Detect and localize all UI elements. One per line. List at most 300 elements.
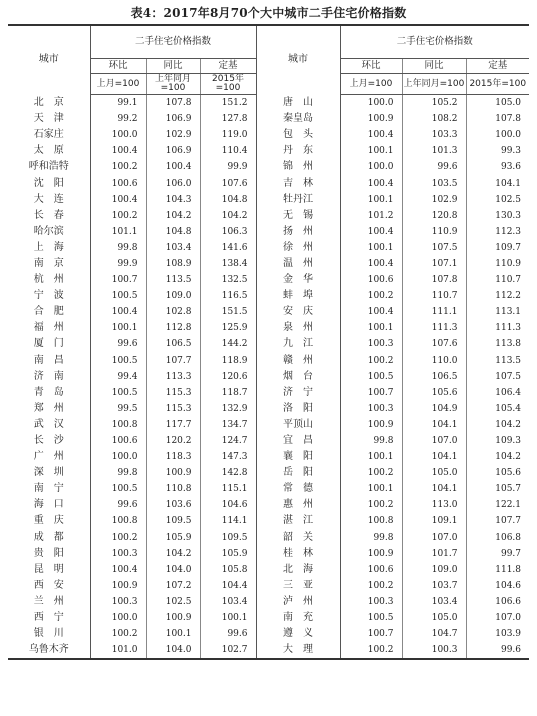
- city-name: 福 州: [33, 322, 64, 334]
- city-name: 泉 州: [256, 320, 340, 336]
- base-value: 105.6: [466, 465, 529, 481]
- city-name: 长 春: [33, 209, 64, 221]
- base-value: 127.8: [200, 111, 256, 127]
- mom-value: 100.5: [90, 385, 146, 401]
- city-name: 海 口: [33, 499, 64, 511]
- table-row: [8, 513, 529, 529]
- mom-value: 100.7: [340, 626, 402, 642]
- base-value: 109.7: [466, 240, 529, 256]
- mom-value: 100.9: [90, 578, 146, 594]
- base-value: 114.1: [200, 513, 256, 529]
- table-row: [8, 546, 529, 562]
- mom-value: 100.5: [90, 353, 146, 369]
- city-name: 秦皇岛: [256, 111, 340, 127]
- yoy-value: 107.1: [402, 256, 466, 272]
- yoy-value: 104.2: [146, 546, 200, 562]
- city-name: 温 州: [256, 256, 340, 272]
- base-value: 107.0: [466, 610, 529, 626]
- base-value: 109.5: [200, 530, 256, 546]
- city-name: 金 华: [256, 272, 340, 288]
- city-name: 洛 阳: [256, 401, 340, 417]
- base-value: 141.6: [200, 240, 256, 256]
- city-name: 昆 明: [33, 563, 64, 575]
- base-value: 105.9: [200, 546, 256, 562]
- table-row: [8, 192, 529, 208]
- yoy-value: 115.3: [146, 385, 200, 401]
- yoy-value: 108.9: [146, 256, 200, 272]
- city-name: 太 原: [33, 145, 64, 157]
- base-value: 99.6: [466, 642, 529, 659]
- yoy-value: 101.3: [402, 143, 466, 159]
- base-value: 138.4: [200, 256, 256, 272]
- city-name: 惠 州: [256, 497, 340, 513]
- city-name: 烟 台: [256, 369, 340, 385]
- city-name: 岳 阳: [256, 465, 340, 481]
- yoy-value: 108.2: [402, 111, 466, 127]
- yoy-value: 103.3: [402, 127, 466, 143]
- mom-value: 101.0: [90, 642, 146, 659]
- yoy-value: 105.6: [402, 385, 466, 401]
- yoy-value: 102.9: [146, 127, 200, 143]
- city-name: 吉 林: [256, 175, 340, 191]
- city-name: 三 亚: [256, 578, 340, 594]
- city-name: 青 岛: [33, 386, 64, 398]
- base-value: 116.5: [200, 288, 256, 304]
- city-name: 锦 州: [256, 159, 340, 175]
- yoy-value: 110.7: [402, 288, 466, 304]
- col-yoy-right: 同比: [402, 59, 466, 74]
- yoy-value: 101.7: [402, 546, 466, 562]
- col-mom-left: 环比: [90, 59, 146, 74]
- yoy-value: 111.1: [402, 304, 466, 320]
- base-value: 93.6: [466, 159, 529, 175]
- base-value: 132.5: [200, 272, 256, 288]
- base-value: 104.8: [200, 192, 256, 208]
- yoy-value: 102.5: [146, 594, 200, 610]
- city-name: 西 安: [33, 579, 64, 591]
- yoy-value: 107.7: [146, 353, 200, 369]
- yoy-value: 113.3: [146, 369, 200, 385]
- base-value: 125.9: [200, 320, 256, 336]
- city-name: 广 州: [33, 451, 64, 463]
- base-value: 107.7: [466, 513, 529, 529]
- yoy-value: 100.3: [402, 642, 466, 659]
- table-row: [8, 449, 529, 465]
- mom-value: 100.2: [90, 626, 146, 642]
- mom-value: 100.2: [340, 288, 402, 304]
- base-value: 110.9: [466, 256, 529, 272]
- table-row: [8, 530, 529, 546]
- yoy-value: 109.0: [402, 562, 466, 578]
- mom-value: 100.3: [90, 594, 146, 610]
- mom-value: 100.4: [340, 224, 402, 240]
- yoy-value: 110.0: [402, 353, 466, 369]
- table-row: [8, 288, 529, 304]
- base-value: 107.5: [466, 369, 529, 385]
- yoy-value: 118.3: [146, 449, 200, 465]
- yoy-value: 109.1: [402, 513, 466, 529]
- mom-value: 100.0: [90, 127, 146, 143]
- yoy-value: 103.7: [402, 578, 466, 594]
- base-value: 144.2: [200, 336, 256, 352]
- city-name: 襄 阳: [256, 449, 340, 465]
- base-value: 104.6: [200, 497, 256, 513]
- city-name: 郑 州: [33, 402, 64, 414]
- yoy-value: 104.1: [402, 449, 466, 465]
- mom-value: 99.1: [90, 95, 146, 112]
- city-name: 西 宁: [33, 612, 64, 624]
- yoy-value: 104.9: [402, 401, 466, 417]
- col-base-left: 定基: [200, 59, 256, 74]
- table-row: [8, 642, 529, 659]
- city-name: 合 肥: [33, 306, 64, 318]
- city-name: 南 宁: [33, 483, 64, 495]
- mom-value: 100.2: [340, 353, 402, 369]
- yoy-value: 102.9: [402, 192, 466, 208]
- table-row: [8, 433, 529, 449]
- table-row: [8, 578, 529, 594]
- table-row: [8, 175, 529, 191]
- base-value: 106.6: [466, 594, 529, 610]
- yoy-value: 110.8: [146, 481, 200, 497]
- table-row: [8, 159, 529, 175]
- mom-value: 100.6: [340, 562, 402, 578]
- table-row: [8, 353, 529, 369]
- yoy-value: 102.8: [146, 304, 200, 320]
- city-name: 赣 州: [256, 353, 340, 369]
- mom-value: 100.0: [90, 449, 146, 465]
- base-value: 99.6: [200, 626, 256, 642]
- sub-mom-left: 上月=100: [90, 74, 146, 95]
- city-name: 扬 州: [256, 224, 340, 240]
- yoy-value: 99.6: [402, 159, 466, 175]
- mom-value: 100.1: [340, 320, 402, 336]
- sub-base-left: 2015年=100: [200, 74, 256, 95]
- base-value: 147.3: [200, 449, 256, 465]
- base-value: 105.0: [466, 95, 529, 112]
- mom-value: 100.6: [90, 433, 146, 449]
- yoy-value: 104.7: [402, 626, 466, 642]
- mom-value: 100.4: [340, 304, 402, 320]
- city-name: 上 海: [33, 241, 64, 253]
- mom-value: 100.7: [340, 385, 402, 401]
- city-name: 唐 山: [256, 95, 340, 112]
- mom-value: 101.1: [90, 224, 146, 240]
- table-row: [8, 610, 529, 626]
- yoy-value: 104.0: [146, 562, 200, 578]
- table-row: [8, 304, 529, 320]
- city-name: 无 锡: [256, 208, 340, 224]
- mom-value: 100.2: [90, 208, 146, 224]
- city-name: 武 汉: [33, 418, 64, 430]
- base-value: 151.2: [200, 95, 256, 112]
- base-value: 106.4: [466, 385, 529, 401]
- city-name: 大 连: [33, 193, 64, 205]
- base-value: 104.6: [466, 578, 529, 594]
- sub-base-right: 2015年=100: [466, 74, 529, 95]
- yoy-value: 105.2: [402, 95, 466, 112]
- base-value: 109.3: [466, 433, 529, 449]
- table-row: [8, 95, 529, 112]
- base-value: 102.5: [466, 192, 529, 208]
- city-name: 贵 阳: [33, 547, 64, 559]
- mom-value: 99.8: [90, 240, 146, 256]
- base-value: 110.4: [200, 143, 256, 159]
- yoy-value: 120.2: [146, 433, 200, 449]
- base-value: 107.8: [466, 111, 529, 127]
- base-value: 112.3: [466, 224, 529, 240]
- yoy-value: 113.5: [146, 272, 200, 288]
- mom-value: 99.9: [90, 256, 146, 272]
- mom-value: 100.1: [340, 143, 402, 159]
- mom-value: 99.2: [90, 111, 146, 127]
- mom-value: 100.2: [90, 530, 146, 546]
- mom-value: 100.3: [340, 401, 402, 417]
- base-value: 104.4: [200, 578, 256, 594]
- mom-value: 100.4: [340, 175, 402, 191]
- yoy-value: 103.5: [402, 175, 466, 191]
- mom-value: 100.2: [340, 497, 402, 513]
- base-value: 106.3: [200, 224, 256, 240]
- group-header-right: 二手住宅价格指数: [340, 25, 529, 59]
- mom-value: 100.4: [90, 304, 146, 320]
- sub-yoy-right: 上年同月=100: [402, 74, 466, 95]
- city-name: 牡丹江: [256, 192, 340, 208]
- table-row: [8, 401, 529, 417]
- mom-value: 100.1: [340, 449, 402, 465]
- table-row: [8, 481, 529, 497]
- base-value: 122.1: [466, 497, 529, 513]
- city-name: 济 宁: [256, 385, 340, 401]
- col-yoy-left: 同比: [146, 59, 200, 74]
- yoy-value: 100.1: [146, 626, 200, 642]
- city-name: 沈 阳: [33, 177, 64, 189]
- yoy-value: 110.9: [402, 224, 466, 240]
- base-value: 111.3: [466, 320, 529, 336]
- yoy-value: 112.8: [146, 320, 200, 336]
- city-name: 长 沙: [33, 435, 64, 447]
- yoy-value: 103.6: [146, 497, 200, 513]
- table-row: [8, 208, 529, 224]
- sub-mom-right: 上月=100: [340, 74, 402, 95]
- base-value: 99.7: [466, 546, 529, 562]
- city-name: 厦 门: [33, 338, 64, 350]
- mom-value: 100.3: [340, 594, 402, 610]
- yoy-value: 113.0: [402, 497, 466, 513]
- base-value: 113.5: [466, 353, 529, 369]
- city-name: 重 庆: [33, 515, 64, 527]
- table-row: [8, 240, 529, 256]
- table-row: [8, 111, 529, 127]
- mom-value: 100.1: [340, 192, 402, 208]
- table-row: [8, 497, 529, 513]
- mom-value: 100.4: [340, 256, 402, 272]
- mom-value: 100.0: [90, 610, 146, 626]
- yoy-value: 107.5: [402, 240, 466, 256]
- mom-value: 100.0: [340, 159, 402, 175]
- mom-value: 99.8: [90, 465, 146, 481]
- city-name: 九 江: [256, 336, 340, 352]
- city-name: 银 川: [33, 628, 64, 640]
- table-row: [8, 143, 529, 159]
- mom-value: 99.8: [340, 433, 402, 449]
- city-name: 石家庄: [33, 129, 64, 141]
- mom-value: 99.4: [90, 369, 146, 385]
- base-value: 124.7: [200, 433, 256, 449]
- city-name: 深 圳: [33, 467, 64, 479]
- mom-value: 100.2: [340, 642, 402, 659]
- mom-value: 99.8: [340, 530, 402, 546]
- base-value: 103.9: [466, 626, 529, 642]
- base-value: 110.7: [466, 272, 529, 288]
- base-value: 104.2: [466, 449, 529, 465]
- base-value: 113.8: [466, 336, 529, 352]
- city-name: 湛 江: [256, 513, 340, 529]
- base-value: 112.2: [466, 288, 529, 304]
- yoy-value: 105.0: [402, 610, 466, 626]
- table-row: [8, 336, 529, 352]
- yoy-value: 115.3: [146, 401, 200, 417]
- base-value: 105.4: [466, 401, 529, 417]
- base-value: 100.0: [466, 127, 529, 143]
- base-value: 120.6: [200, 369, 256, 385]
- base-value: 134.7: [200, 417, 256, 433]
- base-value: 104.2: [200, 208, 256, 224]
- base-value: 151.5: [200, 304, 256, 320]
- city-name: 桂 林: [256, 546, 340, 562]
- city-name: 呼和浩特: [28, 161, 69, 173]
- mom-value: 100.4: [90, 562, 146, 578]
- yoy-value: 109.0: [146, 288, 200, 304]
- base-value: 119.0: [200, 127, 256, 143]
- yoy-value: 106.9: [146, 143, 200, 159]
- table-row: [8, 369, 529, 385]
- table-row: [8, 594, 529, 610]
- city-header-left: 城市: [8, 25, 90, 95]
- mom-value: 100.2: [340, 578, 402, 594]
- mom-value: 101.2: [340, 208, 402, 224]
- mom-value: 100.9: [340, 546, 402, 562]
- yoy-value: 107.6: [402, 336, 466, 352]
- sub-yoy-left: 上年同月=100: [146, 74, 200, 95]
- mom-value: 100.5: [340, 369, 402, 385]
- mom-value: 100.8: [340, 513, 402, 529]
- city-name: 南 充: [256, 610, 340, 626]
- mom-value: 100.6: [90, 175, 146, 191]
- base-value: 100.1: [200, 610, 256, 626]
- yoy-value: 104.0: [146, 642, 200, 659]
- table-row: [8, 272, 529, 288]
- table-row: [8, 417, 529, 433]
- city-name: 北 京: [33, 96, 64, 108]
- city-name: 乌鲁木齐: [8, 642, 90, 659]
- table-row: [8, 224, 529, 240]
- group-header-left: 二手住宅价格指数: [90, 25, 256, 59]
- city-name: 丹 东: [256, 143, 340, 159]
- city-name: 兰 州: [33, 595, 64, 607]
- base-value: 118.7: [200, 385, 256, 401]
- yoy-value: 105.9: [146, 530, 200, 546]
- city-name: 徐 州: [256, 240, 340, 256]
- yoy-value: 117.7: [146, 417, 200, 433]
- yoy-value: 105.0: [402, 465, 466, 481]
- mom-value: 99.6: [90, 336, 146, 352]
- yoy-value: 104.1: [402, 417, 466, 433]
- mom-value: 100.6: [340, 272, 402, 288]
- city-name: 北 海: [256, 562, 340, 578]
- city-name: 大 理: [256, 642, 340, 659]
- yoy-value: 100.4: [146, 159, 200, 175]
- yoy-value: 106.0: [146, 175, 200, 191]
- mom-value: 100.2: [90, 159, 146, 175]
- city-name: 杭 州: [33, 274, 64, 286]
- table-row: [8, 562, 529, 578]
- price-index-table: [8, 24, 529, 660]
- city-name: 韶 关: [256, 530, 340, 546]
- yoy-value: 100.9: [146, 610, 200, 626]
- mom-value: 100.4: [90, 192, 146, 208]
- base-value: 130.3: [466, 208, 529, 224]
- table-row: [8, 626, 529, 642]
- base-value: 105.8: [200, 562, 256, 578]
- city-name: 遵 义: [256, 626, 340, 642]
- table-row: [8, 256, 529, 272]
- table-row: [8, 465, 529, 481]
- yoy-value: 100.9: [146, 465, 200, 481]
- city-name: 宁 波: [33, 290, 64, 302]
- base-value: 99.9: [200, 159, 256, 175]
- mom-value: 100.7: [90, 272, 146, 288]
- base-value: 107.6: [200, 175, 256, 191]
- mom-value: 100.0: [340, 95, 402, 112]
- city-name: 哈尔滨: [33, 225, 64, 237]
- yoy-value: 120.8: [402, 208, 466, 224]
- city-name: 济 南: [33, 370, 64, 382]
- mom-value: 100.1: [340, 240, 402, 256]
- col-base-right: 定基: [466, 59, 529, 74]
- mom-value: 100.9: [340, 111, 402, 127]
- base-value: 99.3: [466, 143, 529, 159]
- yoy-value: 106.5: [146, 336, 200, 352]
- mom-value: 100.1: [340, 481, 402, 497]
- base-value: 104.1: [466, 175, 529, 191]
- mom-value: 99.6: [90, 497, 146, 513]
- mom-value: 100.2: [340, 465, 402, 481]
- mom-value: 100.8: [90, 417, 146, 433]
- city-name: 泸 州: [256, 594, 340, 610]
- table-row: [8, 127, 529, 143]
- mom-value: 100.3: [340, 336, 402, 352]
- base-value: 111.8: [466, 562, 529, 578]
- base-value: 142.8: [200, 465, 256, 481]
- yoy-value: 111.3: [402, 320, 466, 336]
- table-row: [8, 385, 529, 401]
- yoy-value: 107.8: [402, 272, 466, 288]
- base-value: 102.7: [200, 642, 256, 659]
- mom-value: 100.9: [340, 417, 402, 433]
- table-title: 表4：2017年8月70个大中城市二手住宅价格指数: [130, 6, 407, 20]
- mom-value: 100.5: [340, 610, 402, 626]
- yoy-value: 109.5: [146, 513, 200, 529]
- city-name: 南 京: [33, 257, 64, 269]
- base-value: 113.1: [466, 304, 529, 320]
- city-name: 南 昌: [33, 354, 64, 366]
- yoy-value: 104.3: [146, 192, 200, 208]
- table-row: [8, 320, 529, 336]
- yoy-value: 103.4: [146, 240, 200, 256]
- base-value: 106.8: [466, 530, 529, 546]
- city-name: 宜 昌: [256, 433, 340, 449]
